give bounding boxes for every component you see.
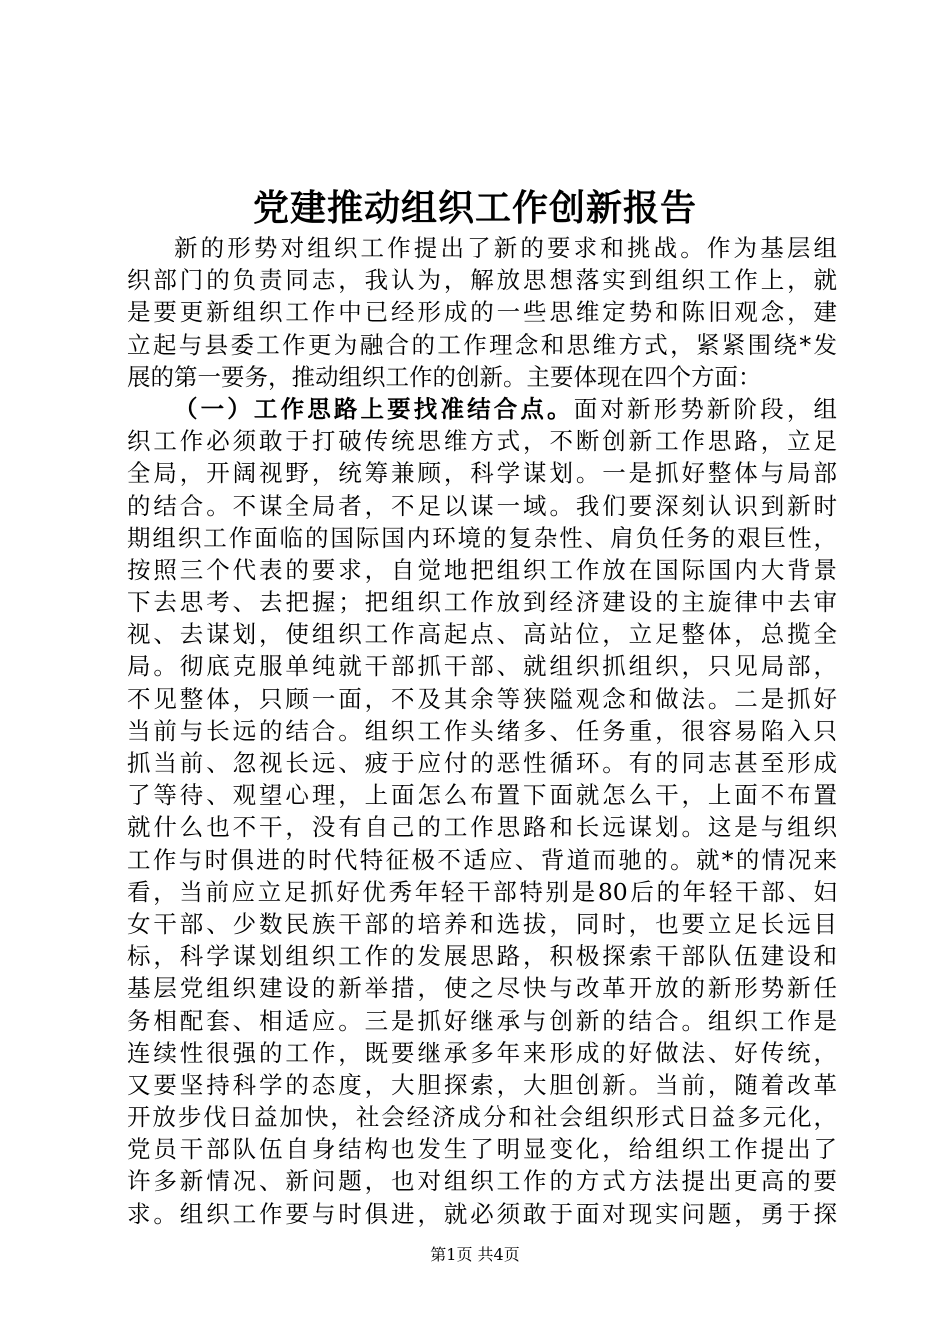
paragraph-line: 的结合。不谋全局者，不足以谋一域。我们要深刻认识到新时 [127,491,837,520]
paragraph-line: 务相配套、相适应。三是抓好继承与创新的结合。组织工作是 [127,1006,837,1035]
paragraph-line: 工作与时俱进的时代特征极不适应、背道而驰的。就*的情况来 [127,845,837,874]
paragraph-line: 立起与县委工作更为融合的工作理念和思维方式，紧紧围绕*发 [127,330,837,359]
paragraph-line: 基层党组织建设的新举措，使之尽快与改革开放的新形势新任 [127,974,837,1003]
paragraph-line: 又要坚持科学的态度，大胆探索，大胆创新。当前，随着改革 [127,1070,837,1099]
paragraph-line: 党员干部队伍自身结构也发生了明显变化，给组织工作提出了 [127,1135,837,1164]
section-first-line [127,393,837,425]
paragraph-line: 面对新形势新阶段，组 [573,394,837,423]
paragraph-line: 当前与长远的结合。组织工作头绪多、任务重，很容易陷入只 [127,716,837,745]
paragraph-line: 期组织工作面临的国际国内环境的复杂性、肩负任务的艰巨性， [127,523,837,552]
paragraph-line: 看，当前应立足抓好优秀年轻干部特别是80后的年轻干部、妇 [127,877,837,906]
paragraph-line: 是要更新组织工作中已经形成的一些思维定势和陈旧观念，建 [127,298,837,327]
paragraph-line: 全局，开阔视野，统筹兼顾，科学谋划。一是抓好整体与局部 [127,459,837,488]
paragraph-line: 不见整体，只顾一面，不及其余等狭隘观念和做法。二是抓好 [127,684,837,713]
paragraph-line: 按照三个代表的要求，自觉地把组织工作放在国际国内大背景 [127,555,837,584]
section-heading: （一）工作思路上要找准结合点。 [174,394,574,423]
paragraph-line: 了等待、观望心理，上面怎么布置下面就怎么干，上面不布置 [127,781,837,810]
document-title: 党建推动组织工作创新报告 [252,187,697,229]
paragraph-line: 下去思考、去把握；把组织工作放到经济建设的主旋律中去审 [127,588,837,617]
paragraph-line: 标，科学谋划组织工作的发展思路，积极探索干部队伍建设和 [127,942,837,971]
paragraph-line: 视、去谋划，使组织工作高起点、高站位，立足整体，总揽全 [127,620,837,649]
paragraph-line: 连续性很强的工作，既要继承多年来形成的好做法、好传统， [127,1038,837,1067]
paragraph-line: 织工作必须敢于打破传统思维方式，不断创新工作思路，立足 [127,427,837,456]
paragraph-line: 求。组织工作要与时俱进，就必须敢于面对现实问题，勇于探 [127,1199,837,1228]
paragraph-line: 开放步伐日益加快，社会经济成分和社会组织形式日益多元化， [127,1103,837,1132]
document-body [127,232,837,1230]
page-footer: 第1页 共4页 [430,1245,520,1264]
paragraph-line: 女干部、少数民族干部的培养和选拔，同时，也要立足长远目 [127,909,837,938]
paragraph-line: 就什么也不干，没有自己的工作思路和长远谋划。这是与组织 [127,813,837,842]
paragraph-line: 展的第一要务，推动组织工作的创新。主要体现在四个方面： [127,362,762,391]
paragraph-line: 许多新情况、新问题，也对组织工作的方式方法提出更高的要 [127,1167,837,1196]
paragraph-line: 抓当前、忽视长远、疲于应付的恶性循环。有的同志甚至形成 [127,749,837,777]
paragraph-line: 织部门的负责同志，我认为，解放思想落实到组织工作上，就 [127,266,837,295]
paragraph-line: 局。彻底克服单纯就干部抓干部、就组织抓组织，只见局部， [127,652,837,681]
paragraph-line: 新的形势对组织工作提出了新的要求和挑战。作为基层组 [174,234,837,262]
